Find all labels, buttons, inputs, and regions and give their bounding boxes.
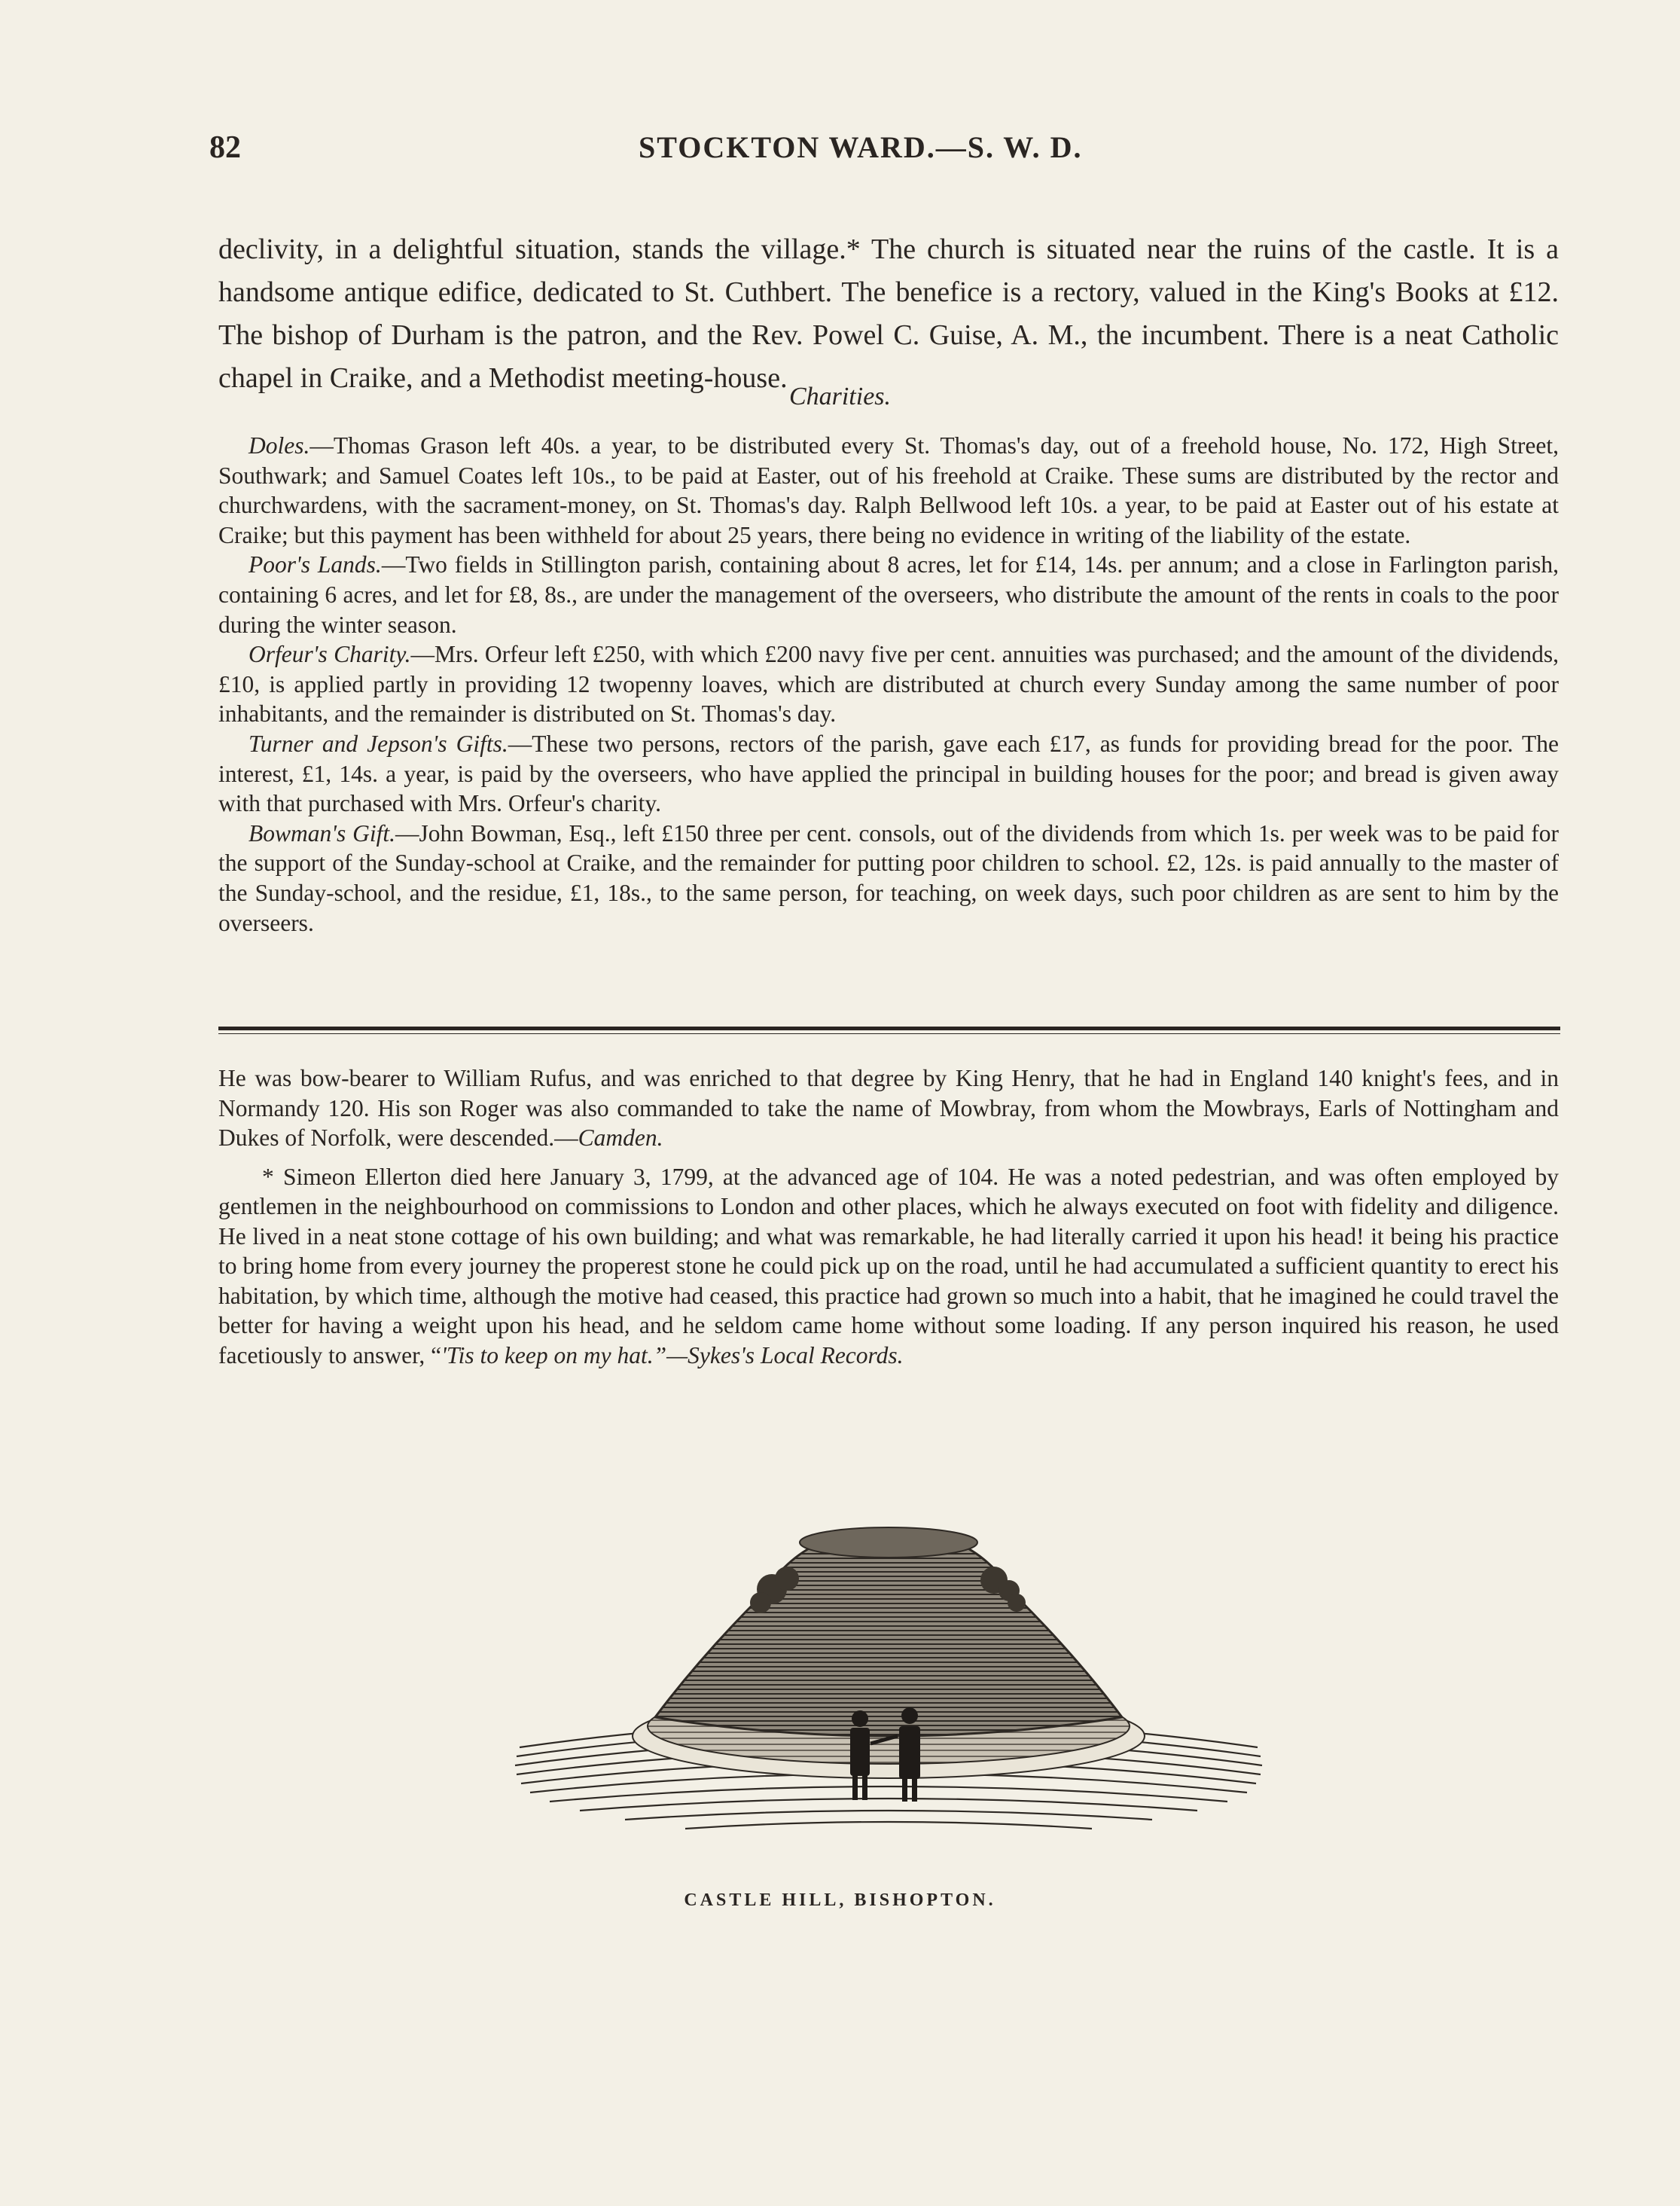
charity-title: Orfeur's Charity. (248, 641, 411, 668)
charity-entry (218, 431, 1559, 550)
page-header (209, 130, 1565, 175)
footnote-source: Camden. (578, 1124, 663, 1151)
footnote-mowbray (218, 1063, 1559, 1153)
charity-title: Bowman's Gift. (248, 819, 396, 847)
footnote-text: He was bow-bearer to William Rufus, and was enriched to that degree by King Henry, that he had in England 140 knight's fees, and in Normandy 120. His son Roger was also commanded to take the name of Mowbray, from whom the Mowbrays, Earls of Nottingham and Dukes of Norfolk, were descended.— (218, 1065, 1559, 1151)
illustration-caption: CASTLE HILL, BISHOPTON. (684, 1890, 996, 1910)
page-number: 82 (209, 130, 241, 165)
mound (655, 1535, 1122, 1737)
footnotes (218, 1063, 1559, 1370)
charity-entry (218, 639, 1559, 729)
footnote-quote: 'Tis to keep on my hat.”—Sykes's Local Records. (441, 1341, 904, 1368)
charity-text: —Two fields in Stillington parish, containing about 8 acres, let for £14, 14s. per annum; and a close in Farlington parish, containing 6 acres, and let for £8, 8s., are under the management of the overseers, who distribute the amount of the rents in coals to the poor during the winter season. (218, 551, 1559, 638)
footnote-rule (218, 1027, 1560, 1030)
footnote-rule-thin (218, 1033, 1560, 1034)
intro-paragraph: declivity, in a delightful situation, stands the village.* The church is situated near the ruins of the castle. It is a handsome antique edifice, dedicated to St. Cuthbert. The benefice is a rectory, valued in the King's Books at £12. The bishop of Durham is the patron, and the Rev. Powel C. Guise, A. M., the incumbent. There is a neat Catholic chapel in Craike, and a Methodist meeting-house. (218, 233, 1559, 394)
charity-entry (218, 550, 1559, 639)
footnote-ellerton (218, 1162, 1559, 1371)
charity-text: —Thomas Grason left 40s. a year, to be distributed every St. Thomas's day, out of a freehold house, No. 172, High Street, Southwark; and Samuel Coates left 10s., to be paid at Easter, out of his freehold at Craike. These sums are distributed by the rector and churchwardens, with the sacrament-money, on St. Thomas's day. Ralph Bellwood left 10s. a year, to be paid at Easter out of his estate at Craike; but this payment has been withheld for about 25 years, there being no evidence in writing of the liability of the estate. (218, 432, 1559, 548)
running-head: STOCKTON WARD.—S. W. D. (639, 130, 1083, 164)
charity-title: Turner and Jepson's Gifts. (248, 730, 508, 757)
charity-entry (218, 819, 1559, 938)
charity-text: —Mrs. Orfeur left £250, with which £200 navy five per cent. annuities was purchased; and the amount of the dividends, £10, is applied partly in providing 12 twopenny loaves, which are distributed at church every Sunday among the same number of poor inhabitants, and the remainder is distributed on St. Thomas's day. (218, 641, 1560, 728)
charity-entry (218, 729, 1559, 819)
charity-title: Poor's Lands. (248, 551, 382, 578)
charity-text: —These two persons, rectors of the parish, gave each £17, as funds for providing bread for the poor. The interest, £1, 14s. a year, is paid by the overseers, who have applied the principal in building houses for the poor; and bread is given away with that purchased with Mrs. Orfeur's charity. (218, 730, 1559, 817)
charities-heading: Charities. (788, 383, 892, 410)
charities-section (218, 431, 1559, 938)
footnote-text: * Simeon Ellerton died here January 3, 1799, at the advanced age of 104. He was a noted pedestrian, and was often employed by gentlemen in the neighbourhood on commissions to London and other places, which he always executed on foot with fidelity and diligence. He lived in a neat stone cottage of his own building; and what was remarkable, he had literally carried it upon his head! it being his practice to bring home from every journey the properest stone he could pick up on the road, until he had accumulated a sufficient quantity to erect his habitation, by which time, although the motive had ceased, this practice had grown so much into a habit, that he imagined he could travel the better for having a weight upon his head, and he seldom came home without some loading. If any person inquired his reason, he used facetiously to answer, “ (218, 1163, 1559, 1368)
castle-hill-engraving (512, 1506, 1265, 1868)
charity-title: Doles. (248, 432, 310, 459)
charity-text: —John Bowman, Esq., left £150 three per cent. consols, out of the dividends from which 1s. per week was to be paid for the support of the Sunday-school at Craike, and the remainder for putting poor children to school. £2, 12s. is paid annually to the master of the Sunday-school, and the residue, £1, 18s., to the same person, for teaching, on week days, such poor children as are sent to him by the overseers. (218, 819, 1560, 936)
